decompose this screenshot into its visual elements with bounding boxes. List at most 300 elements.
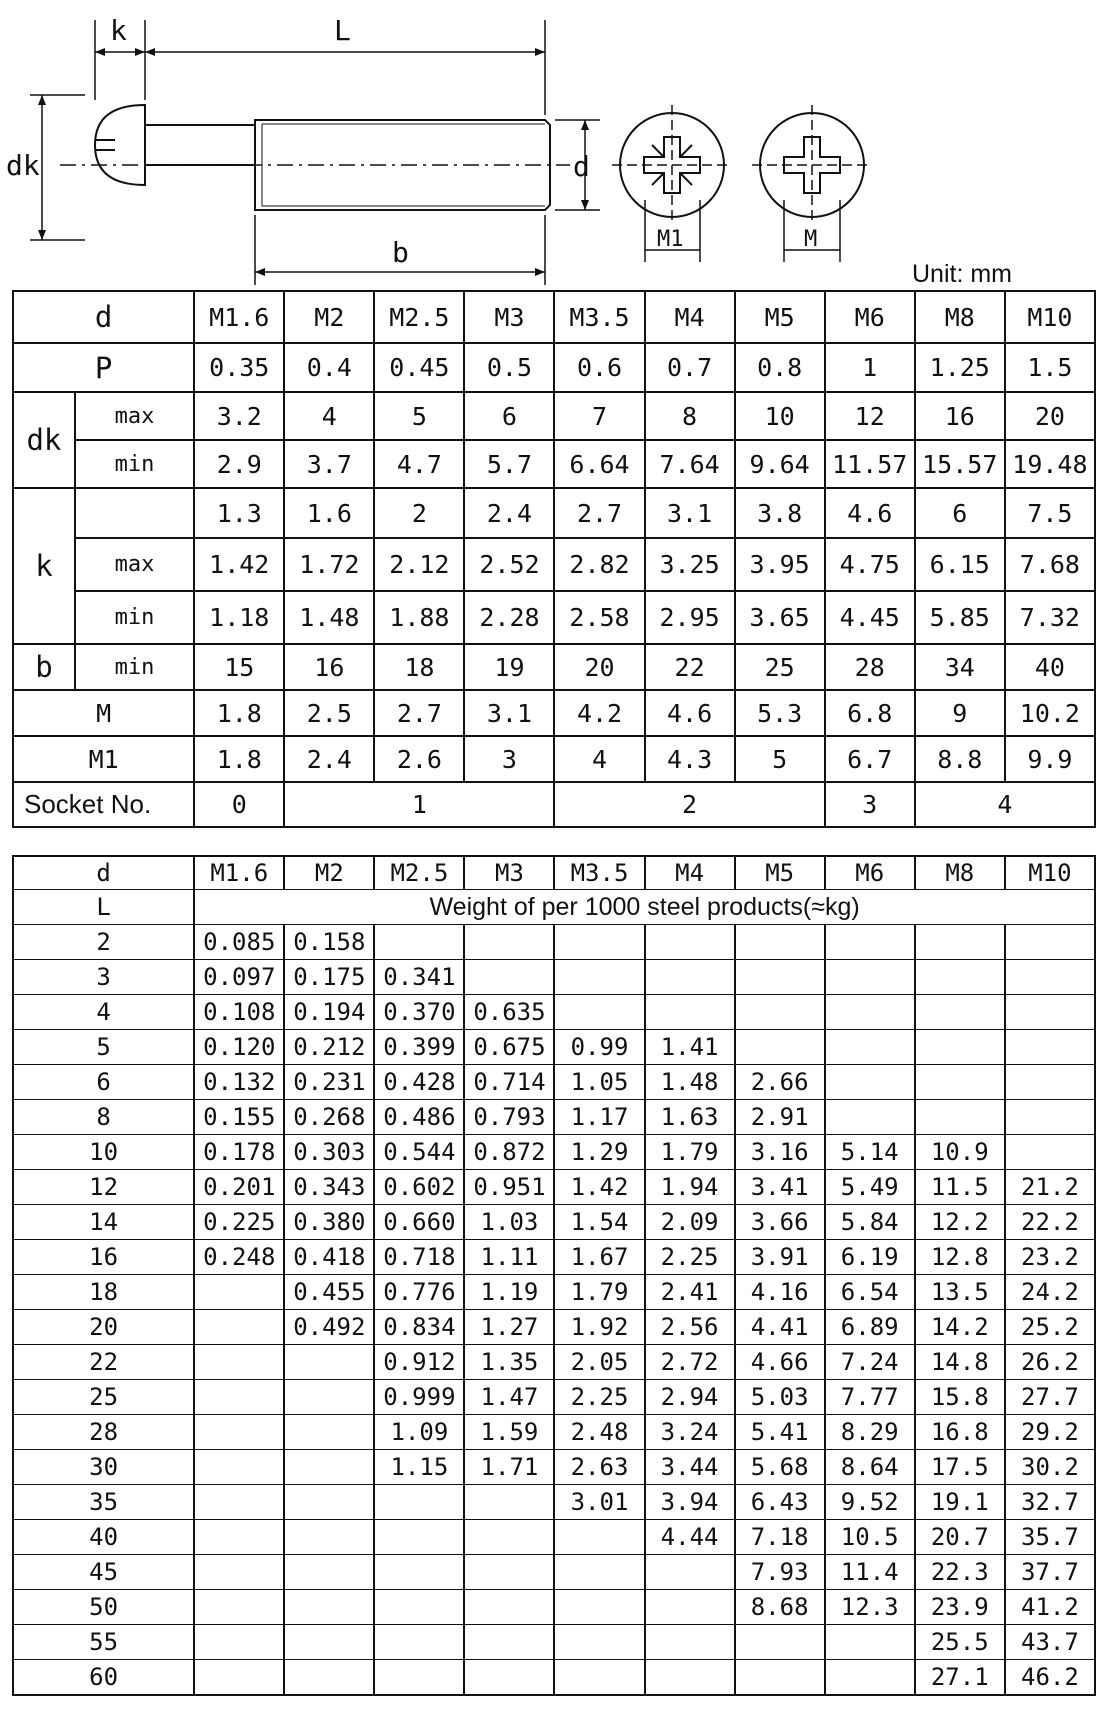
spec-cell: 15.57	[915, 440, 1005, 488]
weight-cell: 0.120	[194, 1030, 284, 1065]
weight-cell: 6.54	[825, 1275, 915, 1310]
weight-cell: 14.8	[915, 1345, 1005, 1380]
weight-length-cell: 22	[13, 1345, 194, 1380]
weight-cell	[915, 960, 1005, 995]
weight-cell: 0.248	[194, 1240, 284, 1275]
weight-cell: 2.48	[554, 1415, 644, 1450]
weight-cell: 1.29	[554, 1135, 644, 1170]
weight-cell	[284, 1450, 374, 1485]
weight-cell: 0.872	[464, 1135, 554, 1170]
weight-cell: 0.175	[284, 960, 374, 995]
spec-cell: 9.64	[735, 440, 825, 488]
weight-cell	[1005, 1100, 1095, 1135]
weight-cell	[194, 1590, 284, 1625]
weight-size-cell: M6	[825, 856, 915, 890]
weight-cell	[1005, 1065, 1095, 1100]
weight-cell: 24.2	[1005, 1275, 1095, 1310]
spec-cell: 5.85	[915, 591, 1005, 644]
weight-row	[13, 1240, 1095, 1275]
spec-cell: 1.42	[194, 538, 284, 591]
weight-cell: 1.15	[374, 1450, 464, 1485]
weight-cell	[284, 1555, 374, 1590]
weight-cell	[554, 1520, 644, 1555]
weight-length-cell: 12	[13, 1170, 194, 1205]
weight-cell: 0.602	[374, 1170, 464, 1205]
spec-cell: 4.3	[645, 736, 735, 782]
weight-cell	[915, 1065, 1005, 1100]
sub-label-min: min	[75, 644, 194, 690]
weight-cell	[554, 1625, 644, 1660]
weight-cell	[645, 960, 735, 995]
row-label-M1: M1	[13, 736, 194, 782]
weight-cell: 0.108	[194, 995, 284, 1030]
spec-cell: M6	[825, 291, 915, 343]
weight-cell: 3.41	[735, 1170, 825, 1205]
spec-cell: 1.72	[284, 538, 374, 591]
weight-cell: 0.99	[554, 1030, 644, 1065]
spec-cell: 1.18	[194, 591, 284, 644]
weight-cell	[554, 995, 644, 1030]
weight-cell	[284, 1520, 374, 1555]
spec-cell: 1.8	[194, 690, 284, 736]
socket-cell: 4	[915, 782, 1095, 827]
spec-cell: M8	[915, 291, 1005, 343]
label-d: d	[573, 150, 590, 183]
spec-cell: 40	[1005, 644, 1095, 690]
weight-cell: 6.19	[825, 1240, 915, 1275]
unit-label: Unit: mm	[912, 260, 1012, 288]
spec-cell: 2	[374, 488, 464, 538]
weight-cell	[915, 1100, 1005, 1135]
spec-cell: 0.45	[374, 343, 464, 392]
weight-cell: 0.268	[284, 1100, 374, 1135]
weight-cell	[915, 995, 1005, 1030]
sub-label-max: max	[75, 538, 194, 591]
weight-row	[13, 1485, 1095, 1520]
weight-row	[13, 995, 1095, 1030]
weight-cell	[284, 1415, 374, 1450]
weight-cell	[554, 960, 644, 995]
spec-cell: 4.2	[554, 690, 644, 736]
weight-cell	[645, 1625, 735, 1660]
weight-cell: 0.912	[374, 1345, 464, 1380]
weight-cell	[464, 960, 554, 995]
row-label-dk: dk	[13, 392, 75, 488]
spec-cell: 10	[735, 392, 825, 440]
weight-cell: 3.16	[735, 1135, 825, 1170]
weight-cell: 12.8	[915, 1240, 1005, 1275]
weight-label-d: d	[13, 856, 194, 890]
spec-cell: 4.45	[825, 591, 915, 644]
socket-cell: 1	[284, 782, 554, 827]
socket-cell: 3	[825, 782, 915, 827]
weight-cell: 15.8	[915, 1380, 1005, 1415]
spec-cell: 3.8	[735, 488, 825, 538]
weight-cell: 5.41	[735, 1415, 825, 1450]
spec-cell: 0.8	[735, 343, 825, 392]
spec-cell: 2.28	[464, 591, 554, 644]
weight-cell: 26.2	[1005, 1345, 1095, 1380]
spec-cell: 20	[554, 644, 644, 690]
weight-cell: 3.24	[645, 1415, 735, 1450]
spec-cell: 1.25	[915, 343, 1005, 392]
weight-row	[13, 1275, 1095, 1310]
weight-cell	[284, 1660, 374, 1696]
weight-cell	[374, 1625, 464, 1660]
weight-size-cell: M5	[735, 856, 825, 890]
weight-cell: 0.455	[284, 1275, 374, 1310]
spec-cell: 3.65	[735, 591, 825, 644]
weight-cell: 0.999	[374, 1380, 464, 1415]
weight-cell: 0.951	[464, 1170, 554, 1205]
spec-cell: 15	[194, 644, 284, 690]
row-k-min	[13, 591, 1095, 644]
spec-cell: 3.1	[464, 690, 554, 736]
weight-cell: 8.64	[825, 1450, 915, 1485]
weight-note: Weight of per 1000 steel products(≈kg)	[194, 890, 1095, 925]
weight-cell: 14.2	[915, 1310, 1005, 1345]
spec-cell: 12	[825, 392, 915, 440]
spec-cell: 11.57	[825, 440, 915, 488]
weight-cell	[735, 1030, 825, 1065]
weight-cell: 11.4	[825, 1555, 915, 1590]
weight-cell: 5.03	[735, 1380, 825, 1415]
weight-cell: 6.43	[735, 1485, 825, 1520]
spec-cell: 2.6	[374, 736, 464, 782]
weight-cell: 0.231	[284, 1065, 374, 1100]
weight-cell	[825, 1660, 915, 1696]
weight-cell: 0.399	[374, 1030, 464, 1065]
weight-cell	[554, 1590, 644, 1625]
weight-cell	[194, 1275, 284, 1310]
weight-row	[13, 1660, 1095, 1696]
spec-cell: 1.88	[374, 591, 464, 644]
sub-label-max: max	[75, 392, 194, 440]
weight-cell	[374, 1590, 464, 1625]
weight-cell: 2.66	[735, 1065, 825, 1100]
spec-cell: 3.2	[194, 392, 284, 440]
weight-cell	[915, 1030, 1005, 1065]
spec-cell: 9	[915, 690, 1005, 736]
weight-cell	[194, 1450, 284, 1485]
weight-size-cell: M3	[464, 856, 554, 890]
weight-row	[13, 1170, 1095, 1205]
spec-cell: 7.32	[1005, 591, 1095, 644]
label-L: L	[334, 14, 351, 47]
weight-cell: 0.660	[374, 1205, 464, 1240]
weight-cell: 10.9	[915, 1135, 1005, 1170]
weight-cell: 0.097	[194, 960, 284, 995]
weight-length-cell: 10	[13, 1135, 194, 1170]
weight-length-cell: 60	[13, 1660, 194, 1696]
weight-cell: 25.5	[915, 1625, 1005, 1660]
spec-cell: 16	[284, 644, 374, 690]
weight-label-L: L	[13, 890, 194, 925]
weight-size-cell: M1.6	[194, 856, 284, 890]
weight-cell	[645, 925, 735, 960]
row-dk-max	[13, 392, 1095, 440]
weight-cell	[284, 1380, 374, 1415]
weight-size-cell: M10	[1005, 856, 1095, 890]
weight-cell: 1.59	[464, 1415, 554, 1450]
weight-cell	[735, 960, 825, 995]
weight-cell	[284, 1345, 374, 1380]
weight-length-cell: 2	[13, 925, 194, 960]
weight-cell: 1.54	[554, 1205, 644, 1240]
screw-drawing	[0, 0, 1100, 290]
weight-cell	[464, 1590, 554, 1625]
spec-cell: 1	[825, 343, 915, 392]
weight-cell: 12.3	[825, 1590, 915, 1625]
weight-row	[13, 1345, 1095, 1380]
weight-table	[12, 855, 1096, 1696]
row-d	[13, 291, 1095, 343]
weight-size-cell: M8	[915, 856, 1005, 890]
spec-cell: 10.2	[1005, 690, 1095, 736]
weight-cell	[825, 1625, 915, 1660]
weight-cell: 3.94	[645, 1485, 735, 1520]
spec-cell: 5	[374, 392, 464, 440]
spec-cell: 20	[1005, 392, 1095, 440]
spec-cell: M2.5	[374, 291, 464, 343]
screw-head	[95, 105, 145, 185]
weight-cell: 43.7	[1005, 1625, 1095, 1660]
weight-cell: 2.09	[645, 1205, 735, 1240]
weight-cell	[374, 1485, 464, 1520]
spec-cell: 3.7	[284, 440, 374, 488]
spec-cell: M3	[464, 291, 554, 343]
weight-row	[13, 1450, 1095, 1485]
weight-cell: 1.11	[464, 1240, 554, 1275]
spec-cell: 0.4	[284, 343, 374, 392]
spec-cell: 18	[374, 644, 464, 690]
weight-length-cell: 14	[13, 1205, 194, 1240]
weight-cell: 13.5	[915, 1275, 1005, 1310]
weight-cell	[1005, 960, 1095, 995]
row-k-max	[13, 538, 1095, 591]
weight-row	[13, 1380, 1095, 1415]
spec-cell: 2.82	[554, 538, 644, 591]
label-dk: dk	[6, 149, 40, 182]
weight-row	[13, 1520, 1095, 1555]
weight-cell: 8.68	[735, 1590, 825, 1625]
weight-cell: 0.178	[194, 1135, 284, 1170]
weight-cell: 35.7	[1005, 1520, 1095, 1555]
row-b-min	[13, 644, 1095, 690]
spec-cell: 4	[284, 392, 374, 440]
weight-cell: 1.92	[554, 1310, 644, 1345]
weight-cell: 0.343	[284, 1170, 374, 1205]
weight-cell	[194, 1345, 284, 1380]
spec-cell: 6.8	[825, 690, 915, 736]
weight-row	[13, 1205, 1095, 1240]
weight-cell	[1005, 995, 1095, 1030]
weight-cell: 0.635	[464, 995, 554, 1030]
socket-cell: 0	[194, 782, 284, 827]
weight-cell: 1.17	[554, 1100, 644, 1135]
weight-cell: 2.25	[554, 1380, 644, 1415]
weight-cell: 23.2	[1005, 1240, 1095, 1275]
weight-cell	[825, 925, 915, 960]
dimension-table	[12, 290, 1096, 828]
weight-cell: 19.1	[915, 1485, 1005, 1520]
weight-cell: 4.44	[645, 1520, 735, 1555]
weight-cell	[464, 1625, 554, 1660]
spec-cell: 1.8	[194, 736, 284, 782]
row-label-b: b	[13, 644, 75, 690]
spec-cell: 0.5	[464, 343, 554, 392]
weight-cell: 0.718	[374, 1240, 464, 1275]
weight-size-cell: M2	[284, 856, 374, 890]
weight-length-cell: 28	[13, 1415, 194, 1450]
weight-cell: 9.52	[825, 1485, 915, 1520]
weight-cell: 3.01	[554, 1485, 644, 1520]
weight-cell: 0.201	[194, 1170, 284, 1205]
weight-row	[13, 1100, 1095, 1135]
weight-cell: 0.793	[464, 1100, 554, 1135]
weight-cell: 0.675	[464, 1030, 554, 1065]
weight-cell	[194, 1310, 284, 1345]
weight-length-cell: 8	[13, 1100, 194, 1135]
weight-cell: 7.93	[735, 1555, 825, 1590]
weight-cell: 20.7	[915, 1520, 1005, 1555]
weight-cell	[735, 1660, 825, 1696]
row-label-M: M	[13, 690, 194, 736]
spec-cell: M2	[284, 291, 374, 343]
spec-cell: 22	[645, 644, 735, 690]
row-dk-min	[13, 440, 1095, 488]
row-label-d: d	[13, 291, 194, 343]
weight-cell	[464, 1485, 554, 1520]
weight-length-cell: 4	[13, 995, 194, 1030]
spec-cell: 4.7	[374, 440, 464, 488]
spec-cell: 2.7	[554, 488, 644, 538]
weight-cell	[554, 1660, 644, 1696]
spec-cell: 0.35	[194, 343, 284, 392]
spec-cell: 7.5	[1005, 488, 1095, 538]
weight-cell: 10.5	[825, 1520, 915, 1555]
weight-cell	[825, 1100, 915, 1135]
weight-cell: 23.9	[915, 1590, 1005, 1625]
weight-cell: 1.42	[554, 1170, 644, 1205]
weight-cell	[554, 1555, 644, 1590]
spec-cell: 2.58	[554, 591, 644, 644]
weight-cell	[1005, 1135, 1095, 1170]
spec-cell: 25	[735, 644, 825, 690]
weight-cell: 1.03	[464, 1205, 554, 1240]
weight-cell: 2.63	[554, 1450, 644, 1485]
weight-cell	[735, 995, 825, 1030]
weight-cell: 3.44	[645, 1450, 735, 1485]
weight-row	[13, 1415, 1095, 1450]
weight-cell: 0.158	[284, 925, 374, 960]
weight-cell: 0.418	[284, 1240, 374, 1275]
weight-length-cell: 30	[13, 1450, 194, 1485]
weight-cell: 0.834	[374, 1310, 464, 1345]
label-b: b	[392, 236, 409, 269]
weight-cell: 17.5	[915, 1450, 1005, 1485]
weight-length-cell: 5	[13, 1030, 194, 1065]
weight-cell: 6.89	[825, 1310, 915, 1345]
weight-cell	[915, 925, 1005, 960]
label-M: M	[804, 227, 818, 252]
weight-cell	[194, 1485, 284, 1520]
spec-cell: 3.25	[645, 538, 735, 591]
spec-cell: 9.9	[1005, 736, 1095, 782]
weight-cell: 0.486	[374, 1100, 464, 1135]
weight-row	[13, 1030, 1095, 1065]
weight-size-cell: M2.5	[374, 856, 464, 890]
weight-cell: 25.2	[1005, 1310, 1095, 1345]
screw-shank	[145, 125, 255, 185]
weight-cell: 4.66	[735, 1345, 825, 1380]
weight-cell: 37.7	[1005, 1555, 1095, 1590]
weight-cell	[374, 1660, 464, 1696]
spec-cell: M4	[645, 291, 735, 343]
weight-cell: 0.212	[284, 1030, 374, 1065]
spec-cell: 0.6	[554, 343, 644, 392]
weight-cell	[464, 1520, 554, 1555]
weight-cell	[194, 1625, 284, 1660]
weight-cell	[284, 1590, 374, 1625]
weight-cell: 4.16	[735, 1275, 825, 1310]
weight-cell: 30.2	[1005, 1450, 1095, 1485]
weight-cell: 27.1	[915, 1660, 1005, 1696]
spec-cell: 6	[915, 488, 1005, 538]
spec-cell: 2.9	[194, 440, 284, 488]
weight-cell: 1.67	[554, 1240, 644, 1275]
weight-cell: 1.09	[374, 1415, 464, 1450]
spec-cell: 4.6	[645, 690, 735, 736]
spec-cell: 2.4	[284, 736, 374, 782]
row-P	[13, 343, 1095, 392]
weight-cell	[554, 925, 644, 960]
weight-row	[13, 1590, 1095, 1625]
spec-cell: M1.6	[194, 291, 284, 343]
spec-cell: 1.3	[194, 488, 284, 538]
weight-cell: 3.91	[735, 1240, 825, 1275]
weight-cell	[374, 925, 464, 960]
spec-cell: 34	[915, 644, 1005, 690]
weight-cell: 0.155	[194, 1100, 284, 1135]
weight-cell: 21.2	[1005, 1170, 1095, 1205]
spec-cell: 5.3	[735, 690, 825, 736]
weight-cell: 2.72	[645, 1345, 735, 1380]
weight-cell: 1.79	[554, 1275, 644, 1310]
weight-row	[13, 1135, 1095, 1170]
weight-cell: 46.2	[1005, 1660, 1095, 1696]
weight-cell: 2.91	[735, 1100, 825, 1135]
weight-row	[13, 1625, 1095, 1660]
row-label-k: k	[13, 488, 75, 644]
spec-cell: 1.6	[284, 488, 374, 538]
socket-cell: 2	[554, 782, 824, 827]
spec-cell: 7.64	[645, 440, 735, 488]
weight-cell: 12.2	[915, 1205, 1005, 1240]
sub-label-nominal	[75, 488, 194, 538]
weight-row	[13, 1555, 1095, 1590]
weight-cell: 41.2	[1005, 1590, 1095, 1625]
spec-cell: 2.12	[374, 538, 464, 591]
weight-cell: 5.49	[825, 1170, 915, 1205]
weight-cell: 1.19	[464, 1275, 554, 1310]
weight-size-cell: M3.5	[554, 856, 644, 890]
weight-cell: 0.194	[284, 995, 374, 1030]
spec-cell: M10	[1005, 291, 1095, 343]
weight-cell: 1.71	[464, 1450, 554, 1485]
weight-cell	[825, 1030, 915, 1065]
spec-cell: 0.7	[645, 343, 735, 392]
